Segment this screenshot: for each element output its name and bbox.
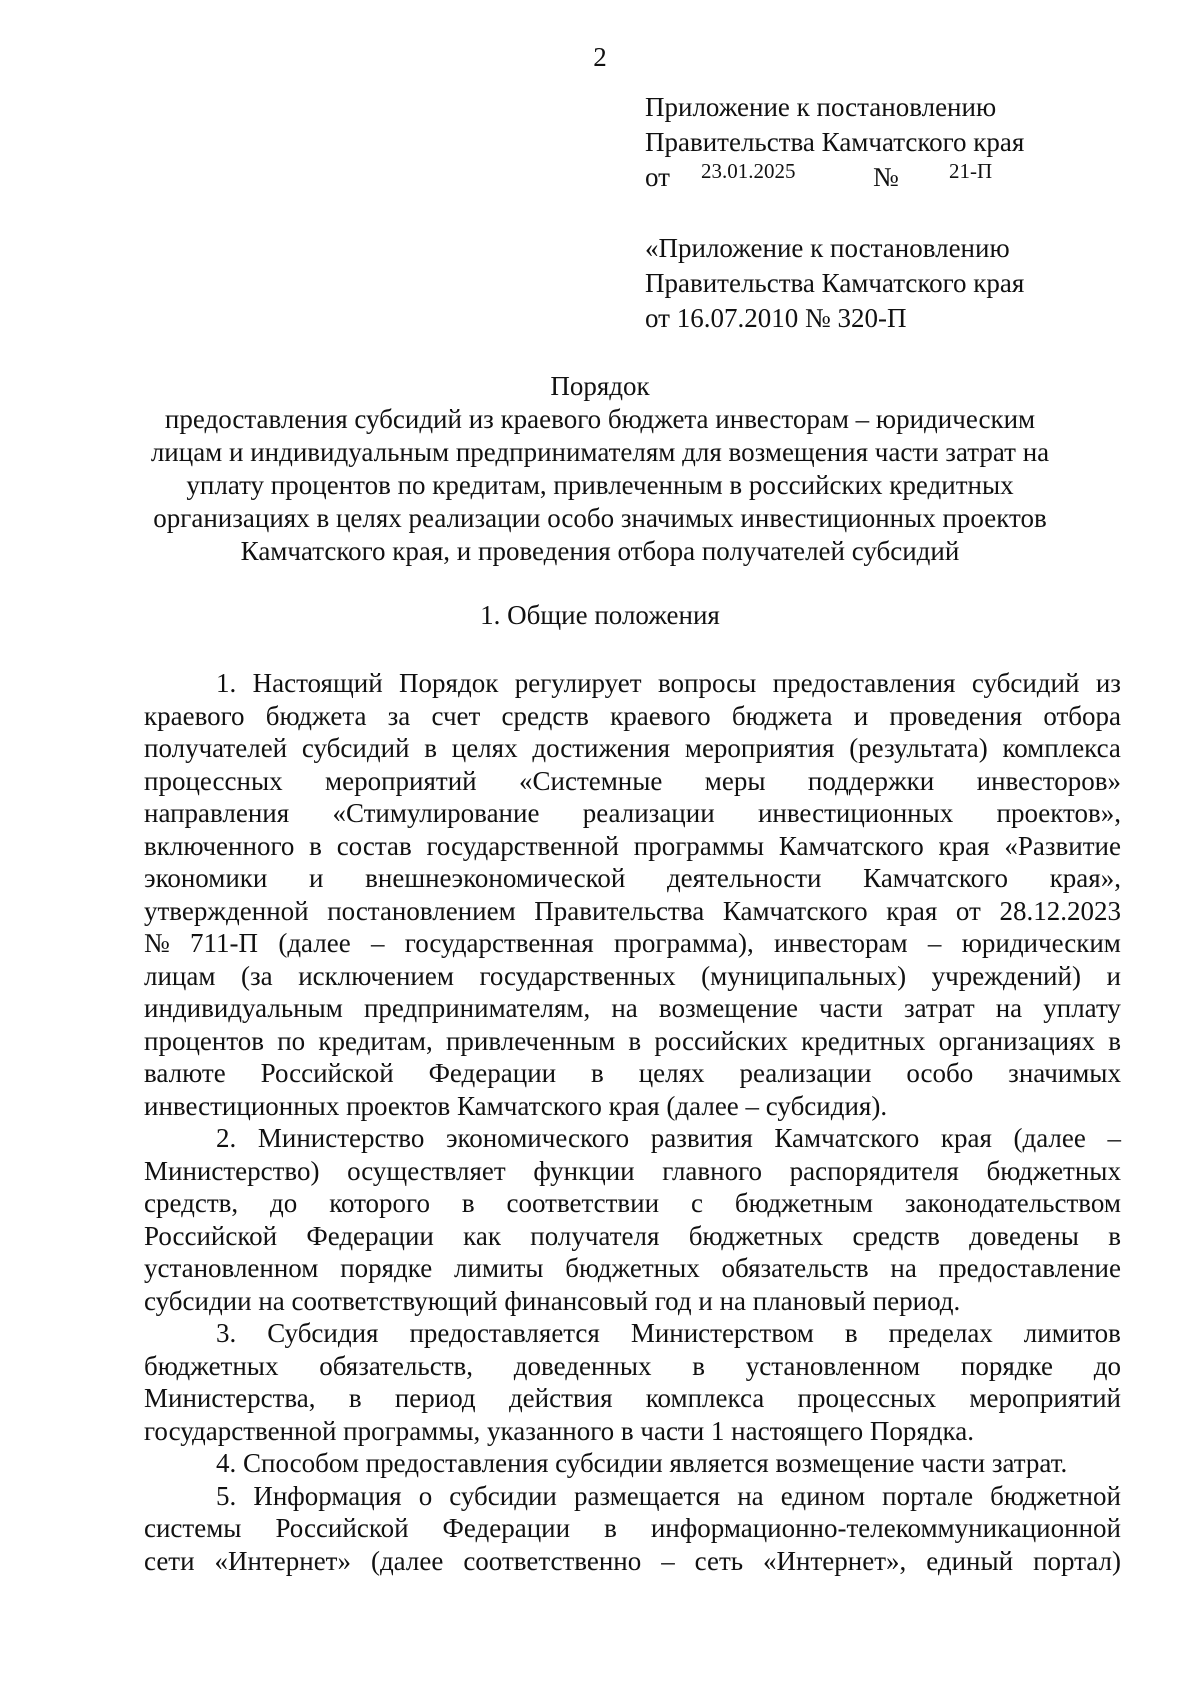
body-line (144, 797, 1121, 830)
body-line (144, 1090, 1121, 1123)
annex-line: «Приложение к постановлению (645, 233, 1010, 263)
page-number: 2 (593, 42, 607, 72)
body-line-text: 4. Способом предоставления субсидии является возмещение части затрат. (216, 1448, 1068, 1478)
annex-number: 21-П (949, 159, 993, 183)
annex-from-label: от (645, 162, 670, 192)
body-line (144, 1512, 1121, 1545)
body-line (144, 1480, 1121, 1513)
title-line: предоставления субсидий из краевого бюджета инвесторам – юридическим (164, 404, 1036, 434)
body-line (144, 1057, 1121, 1090)
body-line-text: № 711-П (далее – государственная программа), инвесторам – юридическим (144, 928, 1121, 958)
title-heading: Порядок (550, 371, 650, 401)
body-line-text: 2. Министерство экономического развития Камчатского края (далее – (216, 1123, 1121, 1153)
body-line-text: утвержденной постановлением Правительства Камчатского края от 28.12.2023 (144, 895, 1121, 926)
body-line-text: государственной программы, указанного в части 1 настоящего Порядка. (144, 1415, 974, 1446)
body-line (144, 1155, 1121, 1188)
title-line: организациях в целях реализации особо значимых инвестиционных проектов (153, 503, 1047, 533)
body-line (144, 1415, 1121, 1448)
title-line: Камчатского края, и проведения отбора получателей субсидий (240, 536, 960, 566)
body-line-text: средств, до которого в соответствии с бюджетным законодательством (144, 1188, 1121, 1218)
body-line-text: Российской Федерации как получателя бюджетных средств доведены в (144, 1220, 1121, 1251)
body-line-text: краевого бюджета за счет средств краевого бюджета и проведения отбора (144, 700, 1121, 731)
body-line-text: процентов по кредитам, привлеченным в российских кредитных организациях в (144, 1025, 1121, 1056)
body-line (144, 1252, 1121, 1285)
body-line-text: инвестиционных проектов Камчатского края (далее – субсидия). (144, 1090, 888, 1121)
title-line: лицам и индивидуальным предпринимателям для возмещения части затрат на (150, 437, 1050, 467)
body-line (144, 1350, 1121, 1383)
body-line (144, 765, 1121, 798)
body-line (144, 1447, 1121, 1480)
annex-line: Приложение к постановлению (645, 92, 997, 122)
body-line-text: валюте Российской Федерации в целях реализации особо значимых (144, 1058, 1121, 1088)
body-line (144, 1220, 1121, 1253)
body-line (144, 1545, 1121, 1578)
body-line (144, 895, 1121, 928)
document-title (130, 370, 1070, 568)
annex-header-new (645, 90, 1024, 197)
body-line (144, 1122, 1121, 1155)
annex-number-sign: № (873, 162, 899, 192)
body-line-text: 3. Субсидия предоставляется Министерством в пределах лимитов (216, 1318, 1121, 1348)
body-line (144, 700, 1121, 733)
annex-header-original (645, 231, 1024, 336)
body-line-text: сети «Интернет» (далее соответственно – сеть «Интернет», единый портал) (144, 1545, 1121, 1576)
body-line (144, 1382, 1121, 1415)
body-line-text: бюджетных обязательств, доведенных в установленном порядке до (144, 1350, 1121, 1381)
body-line (144, 830, 1121, 863)
body-line (144, 667, 1121, 700)
body-line-text: экономики и внешнеэкономической деятельности Камчатского края», (144, 863, 1121, 893)
body-line-text: 1. Настоящий Порядок регулирует вопросы предоставления субсидий из (216, 668, 1121, 698)
body-line (144, 1025, 1121, 1058)
annex-line: от 16.07.2010 № 320-П (645, 303, 907, 333)
body-line (144, 960, 1121, 993)
body-line (144, 1187, 1121, 1220)
body-line (144, 992, 1121, 1025)
body-line-text: процессных мероприятий «Системные меры поддержки инвесторов» (144, 765, 1121, 796)
body-line-text: Министерства, в период действия комплекса процессных мероприятий (144, 1383, 1121, 1413)
body-line (144, 1285, 1121, 1318)
body-line-text: получателей субсидий в целях достижения мероприятия (результата) комплекса (144, 733, 1121, 763)
body-line-text: субсидии на соответствующий финансовый год и на плановый период. (144, 1285, 961, 1316)
body-line-text: Министерство) осуществляет функции главного распорядителя бюджетных (144, 1155, 1121, 1186)
body-line-text: установленном порядке лимиты бюджетных обязательств на предоставление (144, 1253, 1121, 1283)
body-line (144, 862, 1121, 895)
body-line-text: лицам (за исключением государственных (муниципальных) учреждений) и (144, 960, 1121, 991)
body-line-text: направления «Стимулирование реализации инвестиционных проектов», (144, 798, 1121, 828)
title-line: уплату процентов по кредитам, привлеченным в российских кредитных (186, 470, 1014, 500)
body-line-text: включенного в состав государственной программы Камчатского края «Развитие (144, 830, 1121, 861)
body-line (144, 1317, 1121, 1350)
body-line (144, 732, 1121, 765)
annex-line: Правительства Камчатского края (645, 127, 1025, 157)
annex-date-line (645, 160, 1024, 197)
annex-line: Правительства Камчатского края (645, 268, 1025, 298)
section-heading: 1. Общие положения (480, 600, 720, 630)
body-line (144, 927, 1121, 960)
body-line-text: системы Российской Федерации в информационно-телекоммуникационной (144, 1513, 1121, 1543)
body-line-text: индивидуальным предпринимателям, на возмещение части затрат на уплату (144, 993, 1121, 1023)
body-text (144, 667, 1121, 1577)
annex-date: 23.01.2025 (701, 159, 796, 183)
body-line-text: 5. Информация о субсидии размещается на едином портале бюджетной (216, 1480, 1121, 1511)
